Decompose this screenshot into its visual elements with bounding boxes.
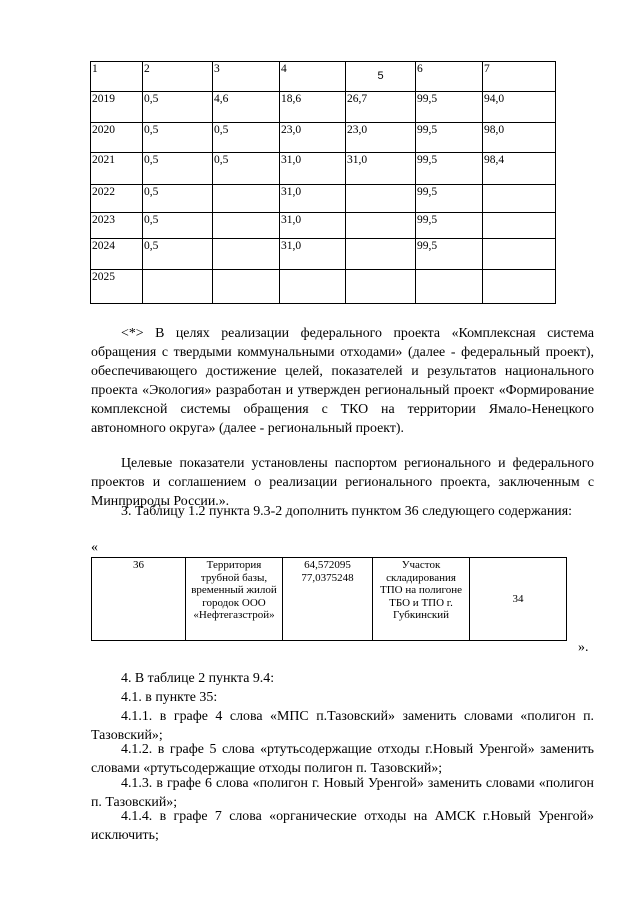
table-cell — [346, 185, 416, 213]
table-cell: 98,4 — [483, 153, 556, 185]
table-cell: 18,6 — [280, 92, 346, 123]
item3-paragraph: 3. Таблицу 1.2 пункта 9.3-2 дополнить пунктом 36 следующего содержания: — [121, 504, 572, 519]
table-cell: 99,5 — [416, 213, 483, 239]
table-cell — [143, 270, 213, 304]
table-cell: 99,5 — [416, 123, 483, 153]
table-cell — [280, 270, 346, 304]
table-row — [91, 185, 556, 213]
table-cell — [346, 213, 416, 239]
item4-1-4: 4.1.4. в графе 7 слова «органические отходы на АМСК г.Новый Уренгой» исключить; — [91, 809, 594, 843]
cell-number: 36 — [92, 558, 186, 641]
table-cell — [213, 270, 280, 304]
table-cell: 7 — [483, 62, 556, 92]
footnote-paragraph: <*> В целях реализации федерального проекта «Комплексная система обращения с твердыми коммунальными отходами» (далее - федеральный проект), обеспечивающего достижение целей, показателей и результатов национального проекта «Экология» разработан и утвержден региональный проект «Формирование комплексной системы обращения с ТКО на территории Ямало-Ненецкого автономного округа» (далее - региональный проект). — [91, 326, 594, 436]
table-cell: 6 — [416, 62, 483, 92]
table-cell: 4 — [280, 62, 346, 92]
table-cell: 99,5 — [416, 153, 483, 185]
cell-coordinates: 64,572095 77,0375248 — [283, 558, 373, 641]
quote-close: ». — [578, 640, 589, 655]
table-cell — [346, 270, 416, 304]
table-row — [91, 213, 556, 239]
item4-1-2: 4.1.2. в графе 5 слова «ртутьсодержащие отходы г.Новый Уренгой» заменить словами «ртутьсодержащие отходы полигон п. Тазовский»; — [91, 742, 594, 776]
table-cell: 31,0 — [280, 153, 346, 185]
targets-paragraph: Целевые показатели установлены паспортом регионального и федерального проектов и соглашением о реализации регионального проекта, заключенным с Минприроды России.». — [91, 456, 594, 509]
table-row — [91, 270, 556, 304]
item4: 4. В таблице 2 пункта 9.4: — [121, 671, 275, 686]
table-cell — [213, 239, 280, 270]
table-cell: 31,0 — [346, 153, 416, 185]
table-cell: 31,0 — [280, 185, 346, 213]
table-cell — [483, 213, 556, 239]
table-cell: 23,0 — [280, 123, 346, 153]
table-cell: 0,5 — [213, 153, 280, 185]
table-cell: 31,0 — [280, 239, 346, 270]
quote-open: « — [91, 540, 98, 555]
table-cell: 94,0 — [483, 92, 556, 123]
table-row — [91, 239, 556, 270]
item4-1-1: 4.1.1. в графе 4 слова «МПС п.Тазовский» заменить словами «полигон п. Тазовский»; — [91, 709, 594, 743]
table-cell: 26,7 — [346, 92, 416, 123]
table-row — [91, 92, 556, 123]
table-cell: 2020 — [91, 123, 143, 153]
table-cell — [213, 185, 280, 213]
table-cell: 23,0 — [346, 123, 416, 153]
table-header-row — [91, 62, 556, 92]
table-cell — [416, 270, 483, 304]
table-cell: 0,5 — [143, 185, 213, 213]
table-cell: 3 — [213, 62, 280, 92]
table-cell: 99,5 — [416, 92, 483, 123]
table-cell: 98,0 — [483, 123, 556, 153]
item4-1: 4.1. в пункте 35: — [121, 690, 218, 705]
table-cell: 99,5 — [416, 185, 483, 213]
cell-value: 34 — [470, 558, 567, 641]
table-cell: 2025 — [91, 270, 143, 304]
table-cell — [346, 239, 416, 270]
table-cell: 2024 — [91, 239, 143, 270]
table-cell: 0,5 — [143, 153, 213, 185]
table-cell: 0,5 — [143, 123, 213, 153]
table-row — [91, 123, 556, 153]
item4-1-3: 4.1.3. в графе 6 слова «полигон г. Новый Уренгой» заменить словами «полигон п. Тазовский»; — [91, 776, 594, 810]
indicators-table — [90, 61, 556, 304]
table-cell — [483, 270, 556, 304]
table-cell: 2023 — [91, 213, 143, 239]
table-row — [91, 153, 556, 185]
table-cell: 2019 — [91, 92, 143, 123]
table-cell: 0,5 — [143, 92, 213, 123]
table-cell: 1 — [91, 62, 143, 92]
sites-table — [91, 557, 567, 641]
table-cell — [483, 185, 556, 213]
table-cell — [213, 213, 280, 239]
table-cell: 0,5 — [213, 123, 280, 153]
table-cell: 0,5 — [143, 213, 213, 239]
table-cell: 0,5 — [143, 239, 213, 270]
table-cell: 2021 — [91, 153, 143, 185]
cell-site: Участок складирования ТПО на полигоне ТБО и ТПО г. Губкинский — [373, 558, 470, 641]
table-cell: 4,6 — [213, 92, 280, 123]
table-cell: 99,5 — [416, 239, 483, 270]
table-cell: 2022 — [91, 185, 143, 213]
cell-territory: Территория трубной базы, временный жилой городок ООО «Нефтегазстрой» — [186, 558, 283, 641]
table-cell: 5 — [346, 62, 416, 92]
table-cell — [483, 239, 556, 270]
table-cell: 31,0 — [280, 213, 346, 239]
table-cell: 2 — [143, 62, 213, 92]
